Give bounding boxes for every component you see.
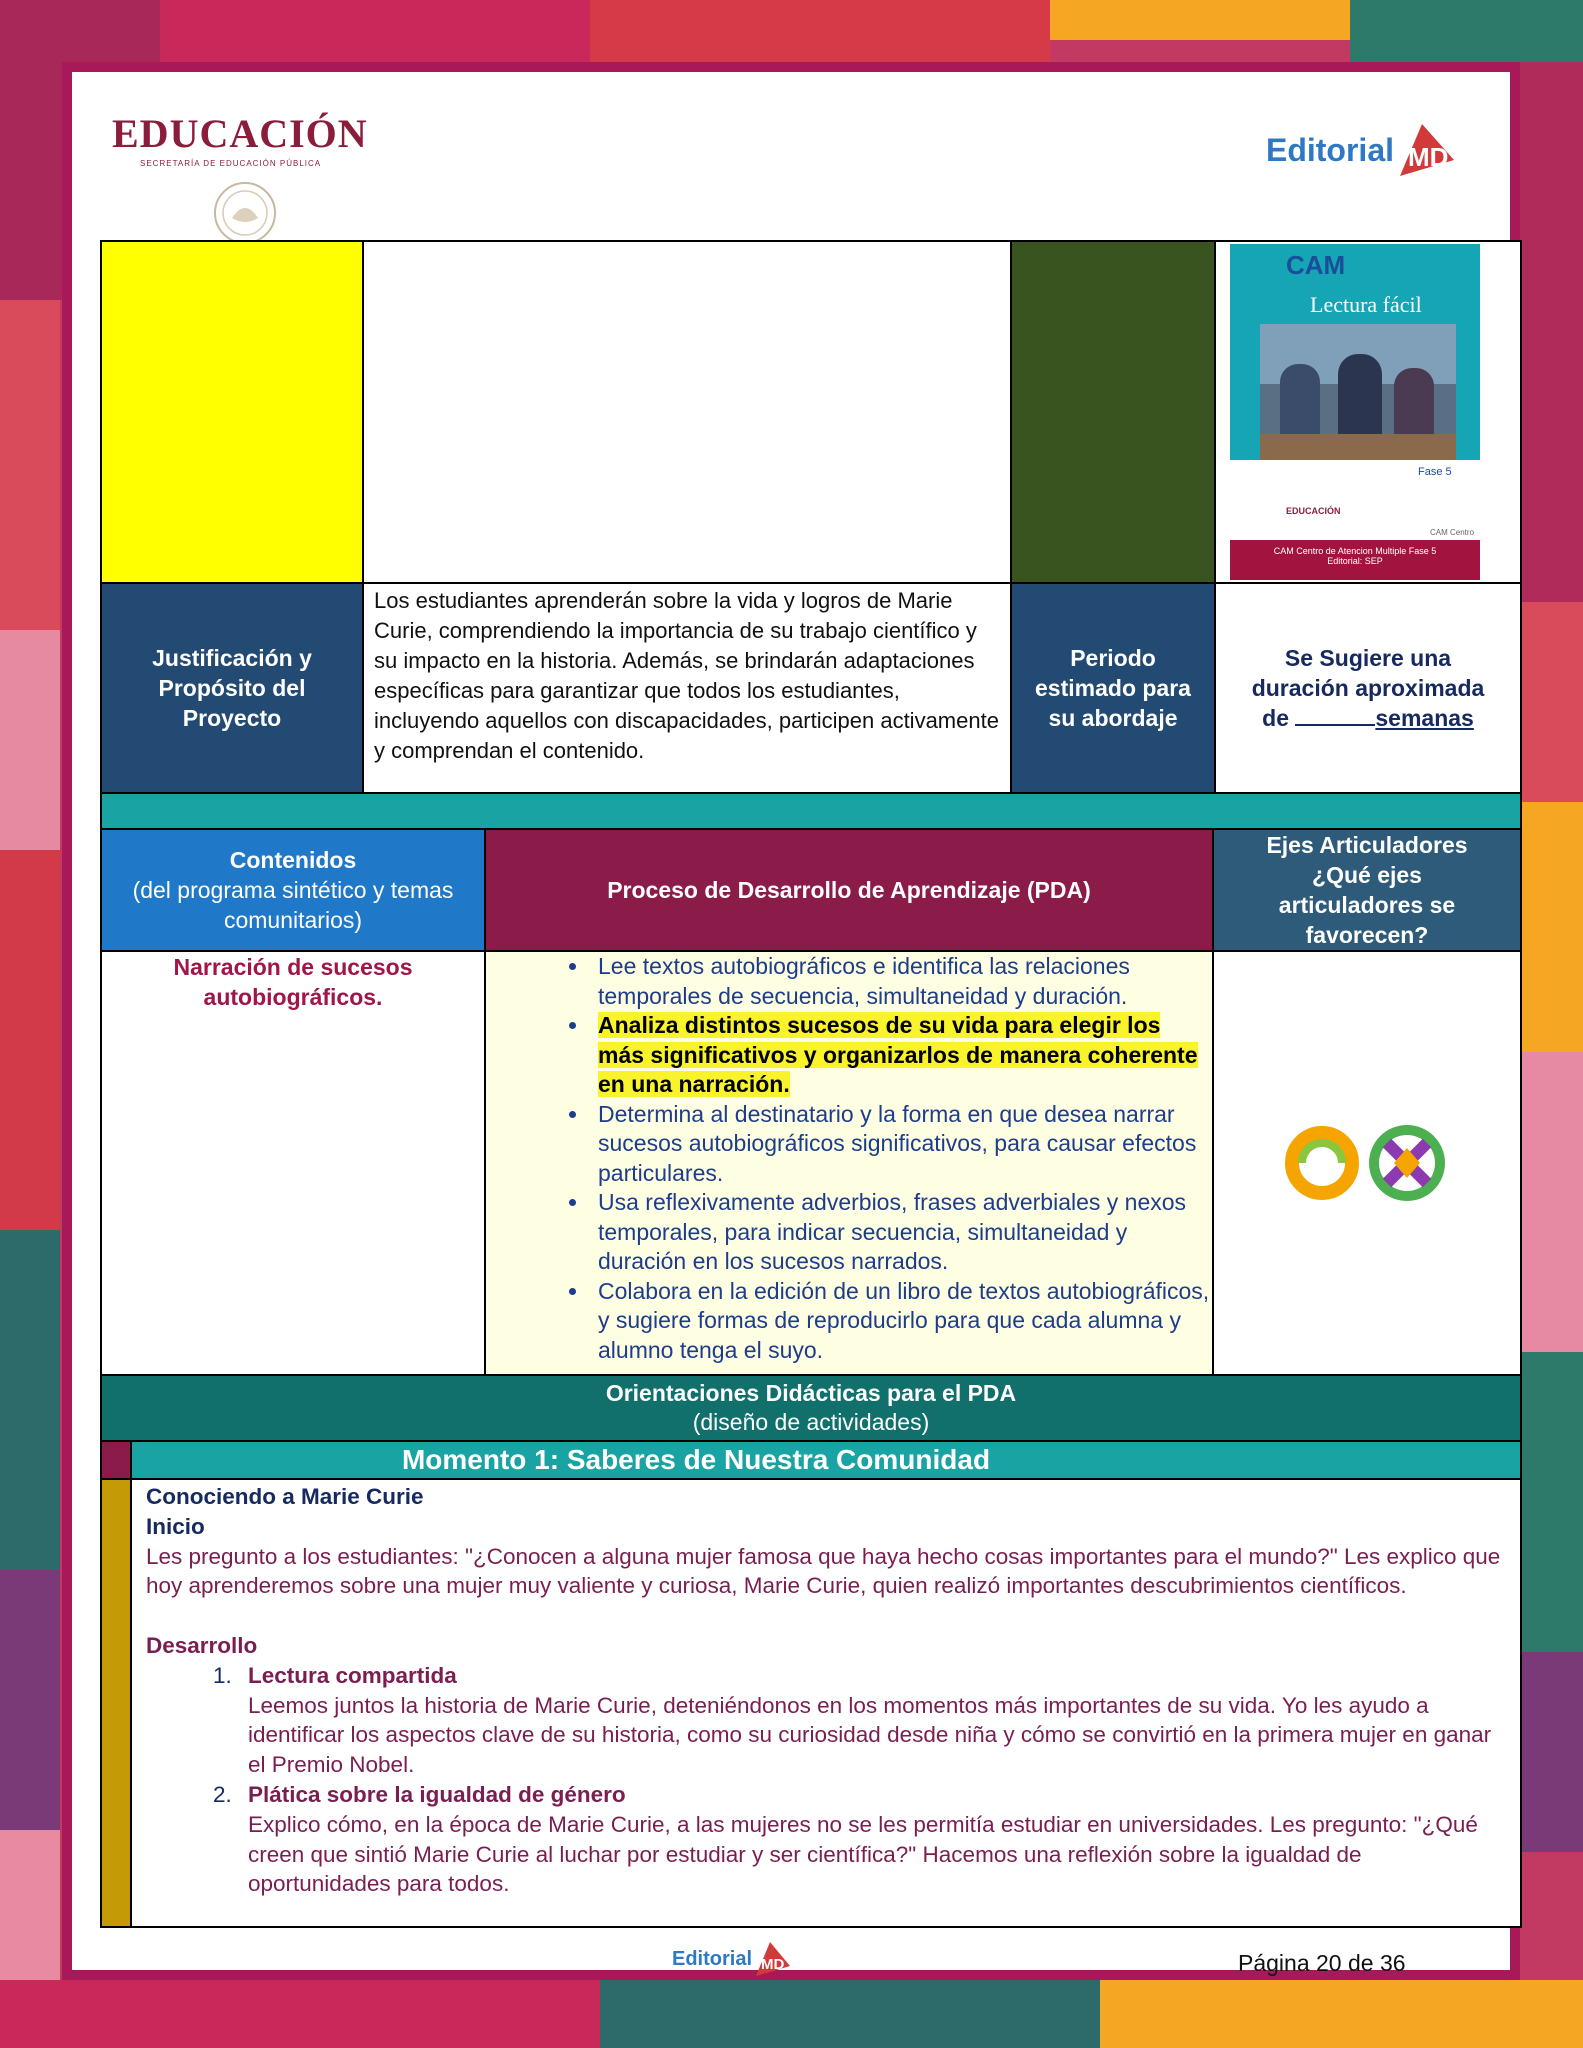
moment-body xyxy=(130,1478,1522,1928)
axes-icons xyxy=(1282,1118,1452,1208)
justification-label: Justificación y Propósito del Proyecto xyxy=(152,645,312,731)
content-item: Narración de sucesos autobiográficos. xyxy=(173,954,413,1010)
desarrollo-step xyxy=(238,1780,1506,1899)
contents-header-title: Contenidos xyxy=(229,847,357,873)
bg-tile xyxy=(0,300,60,630)
inclusion-axis-icon xyxy=(1292,1133,1352,1193)
brand-mark: MD xyxy=(1408,142,1449,172)
bg-tile xyxy=(1050,0,1350,40)
brand-text: Editorial xyxy=(1265,131,1394,168)
bg-tile xyxy=(0,850,60,1230)
cover-photo xyxy=(1260,324,1456,460)
moment-title-cell xyxy=(130,1440,1522,1480)
period-prefix: de xyxy=(1262,705,1289,731)
step-title: 1. Lectura compartida xyxy=(248,1662,457,1688)
blank-block xyxy=(362,240,1012,584)
bg-tile xyxy=(1100,1980,1583,2048)
pda-item-text: Determina al destinatario y la forma en que desea narrar sucesos autobiográficos significativos, para causar efectos particulares. xyxy=(598,1100,1197,1186)
cover-tag: CAM Centro xyxy=(1430,528,1475,537)
bg-tile xyxy=(1350,0,1583,62)
national-seal-icon xyxy=(212,180,278,246)
moment-title: Momento 1: Saberes de Nuestra Comunidad xyxy=(401,1444,991,1475)
bg-tile xyxy=(1520,62,1583,602)
pda-item-text: Colabora en la edición de un libro de textos autobiográficos, y sugiere formas de reproducirlo para que cada alumna y alumno tenga el suyo. xyxy=(598,1277,1210,1363)
period-unit: semanas xyxy=(1375,705,1474,731)
pda-item xyxy=(590,1011,1212,1100)
desarrollo-steps xyxy=(146,1661,1506,1899)
content-item-cell xyxy=(100,950,486,1376)
weeks-blank-field[interactable] xyxy=(1295,724,1375,726)
footer-md-logo-icon xyxy=(752,1940,792,1978)
footer-brand xyxy=(672,1940,792,1978)
period-label: Periodo estimado para su abordaje xyxy=(1035,645,1191,731)
pda-item xyxy=(590,1100,1212,1189)
editorial-brand xyxy=(1266,120,1458,180)
yellow-block xyxy=(100,240,364,584)
pda-item xyxy=(590,1188,1212,1277)
pda-item-text: Analiza distintos sucesos de su vida para elegir los más significativos y organizarlos de manera coherente en una narración. xyxy=(598,1012,1198,1097)
step-title: 2. Plática sobre la igualdad de género xyxy=(248,1781,626,1807)
bg-tile xyxy=(0,1980,600,2048)
ministry-title: EDUCACIÓN xyxy=(112,111,368,156)
pda-item xyxy=(590,1277,1212,1366)
olive-block xyxy=(1010,240,1216,584)
critical-thinking-axis-icon xyxy=(1369,1125,1445,1201)
pda-item xyxy=(590,952,1212,1011)
cover-sep: EDUCACIÓN xyxy=(1286,506,1341,516)
gold-side-bar xyxy=(100,1478,132,1928)
orientations-title: Orientaciones Didácticas para el PDA xyxy=(605,1380,1017,1406)
bg-tile xyxy=(1520,602,1583,802)
bg-tile xyxy=(1520,802,1583,1052)
ministry-logo xyxy=(112,110,368,168)
cover-logo: CAM xyxy=(1286,250,1346,280)
bg-tile xyxy=(160,0,590,62)
cover-phase: Fase 5 xyxy=(1418,466,1452,478)
cover-footer-line2: Editorial: SEP xyxy=(1327,556,1383,566)
planning-table xyxy=(100,240,1522,1938)
bg-tile xyxy=(0,630,60,850)
orientations-cell xyxy=(100,1374,1522,1442)
step-text: Explico cómo, en la época de Marie Curie, a las mujeres no se les permitía estudiar en universidades. Les pregunto: "¿Qué creen que sintió Marie Curie al luchar por estudiar y ser científica?" Hacemos una reflexión sobre la igualdad de oportunidades para todos. xyxy=(248,1811,1478,1897)
step-text: Leemos juntos la historia de Marie Curie, deteniéndonos en los momentos más importantes de su vida. Yo les ayudo a identificar los aspectos clave de su historia, como su curiosidad desde niña y cómo se convirtió en la primera mujer en ganar el Premio Nobel. xyxy=(248,1692,1492,1778)
inicio-label: Inicio xyxy=(146,1513,205,1539)
desarrollo-label: Desarrollo xyxy=(146,1632,258,1658)
pda-header: Proceso de Desarrollo de Aprendizaje (PDA) xyxy=(607,877,1091,903)
axes-header-cell xyxy=(1212,828,1522,952)
pda-header-cell xyxy=(484,828,1214,952)
pda-item-text: Lee textos autobiográficos e identifica las relaciones temporales de secuencia, simultaneidad y duración. xyxy=(598,953,1130,1009)
period-label-cell xyxy=(1010,582,1216,794)
period-value-text: Se Sugiere una duración aproximada xyxy=(1251,645,1485,701)
cover-footer-line1: CAM Centro de Atencion Multiple Fase 5 xyxy=(1273,546,1437,556)
md-logo-icon xyxy=(1394,120,1458,180)
book-cover-cell xyxy=(1214,240,1522,584)
page-sheet xyxy=(62,62,1520,1980)
footer-brand-mark: MD xyxy=(761,1956,785,1973)
bg-tile xyxy=(1520,1052,1583,1352)
cover-title: Lectura fácil xyxy=(1310,292,1422,317)
period-value-cell xyxy=(1214,582,1522,794)
moment-heading: Conociendo a Marie Curie xyxy=(146,1484,424,1509)
justification-text: Los estudiantes aprenderán sobre la vida y logros de Marie Curie, comprendiendo la importancia de su trabajo científico y su impacto en la historia. Además, se brindarán adaptaciones específicas para garantizar que todos los estudiantes, incluyendo aquellos con discapacidades, participen activamente y comprendan el contenido. xyxy=(374,588,999,763)
bg-tile xyxy=(600,1980,1100,2048)
bg-tile xyxy=(0,1230,60,1570)
inicio-text: Les pregunto a los estudiantes: "¿Conocen a alguna mujer famosa que haya hecho cosas importantes para el mundo?" Les explico que hoy aprenderemos sobre una mujer muy valiente y curiosa, Marie Curie, quien realizó importantes descubrimientos científicos. xyxy=(146,1543,1501,1599)
moment-marker xyxy=(100,1440,132,1480)
justification-text-cell xyxy=(362,582,1012,794)
footer-brand-text: Editorial xyxy=(672,1947,753,1970)
desarrollo-step xyxy=(238,1661,1506,1780)
contents-header-cell xyxy=(100,828,486,952)
justification-label-cell xyxy=(100,582,364,794)
pda-list-cell xyxy=(484,950,1214,1376)
contents-header-subtitle: (del programa sintético y temas comunitarios) xyxy=(132,877,454,933)
axes-header: Ejes Articuladores ¿Qué ejes articuladores se favorecen? xyxy=(1266,832,1468,948)
bg-tile xyxy=(1520,1652,1583,1852)
bg-tile xyxy=(0,1570,60,1830)
pda-list xyxy=(486,952,1212,1365)
bg-tile xyxy=(590,0,1050,62)
page-number: Página 20 de 36 xyxy=(1238,1950,1406,1976)
book-cover xyxy=(1230,244,1480,580)
pda-item-text: Usa reflexivamente adverbios, frases adverbiales y nexos temporales, para indicar secuencia, simultaneidad y duración en los sucesos narrados. xyxy=(598,1189,1187,1274)
orientations-subtitle: (diseño de actividades) xyxy=(692,1409,930,1435)
axes-icons-cell xyxy=(1212,950,1522,1376)
teal-divider xyxy=(100,792,1522,830)
cover-footer xyxy=(1230,540,1480,580)
ministry-subtitle: SECRETARÍA DE EDUCACIÓN PÚBLICA xyxy=(140,159,322,168)
bg-tile xyxy=(1520,1352,1583,1652)
